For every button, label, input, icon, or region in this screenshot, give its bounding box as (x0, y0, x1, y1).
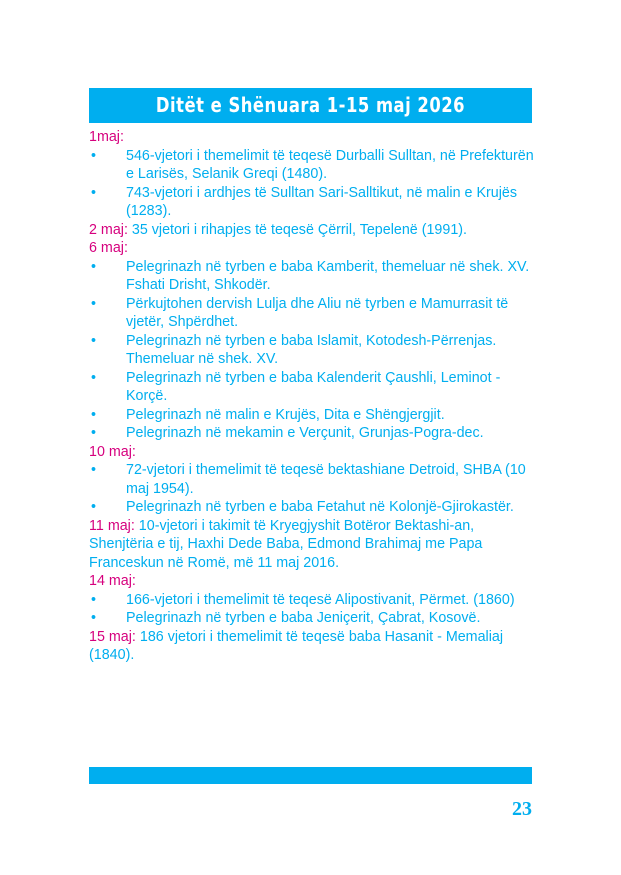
entry-text: 186 vjetori i themelimit të teqesë baba Hasanit - Memaliaj (1840). (89, 628, 504, 663)
list-item (89, 295, 535, 332)
entry-text: 10-vjetori i takimit të Kryegjyshit Botëror Bektashi-an, Shenjtëria e tij, Haxhi Dede Baba, Edmond Brahimaj me Papa Franceskun në Romë, më 11 maj 2016. (89, 517, 483, 571)
bullet: • (91, 610, 97, 626)
date-label: 1maj: (89, 129, 124, 145)
date-label: 6 maj: (89, 240, 128, 256)
list-item-text: Pelegrinazh në tyrben e baba Kamberit, themeluar në shek. XV. Fshati Drisht, Shkodër. (126, 258, 530, 293)
date-label: 2 maj: (89, 221, 128, 238)
list-item (89, 424, 535, 443)
list-item (89, 369, 535, 406)
entry-may-15 (89, 628, 535, 665)
list-item (89, 498, 535, 517)
bullet: • (91, 462, 97, 478)
list-item-text: Pelegrinazh në tyrben e baba Kalenderit Çaushli, Leminot -Korçë. (126, 369, 501, 404)
entry-may-1 (89, 128, 535, 221)
date-label: 14 maj: (89, 573, 136, 589)
list-item-text: Pelegrinazh në tyrben e baba Jeniçerit, Çabrat, Kosovë. (126, 610, 481, 626)
entry-list (89, 258, 535, 443)
list-item-text: Pelegrinazh në tyrben e baba Fetahut në Kolonjë-Gjirokastër. (126, 499, 514, 515)
list-item-text: 72-vjetori i themelimit të teqesë bektashiane Detroid, SHBA (10 maj 1954). (126, 462, 526, 497)
list-item (89, 406, 535, 425)
bullet: • (91, 591, 97, 608)
list-item-text: Pelegrinazh në malin e Krujës, Dita e Shëngjergjit. (126, 406, 445, 423)
entry-may-10 (89, 443, 535, 517)
bullet: • (91, 295, 97, 312)
list-item-text: 166-vjetori i themelimit të teqesë Alipostivanit, Përmet. (1860) (126, 591, 515, 608)
list-item (89, 258, 535, 295)
list-item-text: 546-vjetori i themelimit të teqesë Durballi Sulltan, në Prefekturën e Larisës, Selanik Greqi (1480). (126, 147, 534, 182)
date-label: 10 maj: (89, 443, 136, 460)
date-label: 15 maj: (89, 628, 136, 645)
entry-text: 35 vjetori i rihapjes të teqesë Çërril, Tepelenë (1991). (127, 221, 468, 238)
list-item (89, 332, 535, 369)
list-item-text: Pelegrinazh në mekamin e Verçunit, Grunjas-Pogra-dec. (126, 425, 484, 441)
bullet: • (91, 332, 97, 349)
list-item (89, 591, 535, 610)
entry-list (89, 461, 535, 517)
bullet: • (91, 406, 97, 423)
list-item-text: Pelegrinazh në tyrben e baba Islamit, Kotodesh-Përrenjas. Themeluar në shek. XV. (126, 332, 497, 367)
entry-may-14 (89, 572, 535, 628)
bullet: • (91, 184, 97, 201)
page-title-bar (89, 88, 532, 123)
bullet: • (91, 147, 97, 164)
calendar-content (89, 128, 535, 665)
bullet: • (91, 369, 97, 386)
list-item (89, 461, 535, 498)
page-number: 23 (512, 798, 532, 820)
date-label: 11 maj: (89, 517, 135, 534)
entry-list (89, 591, 535, 628)
list-item-text: 743-vjetori i ardhjes të Sulltan Sari-Salltikut, në malin e Krujës (1283). (126, 184, 517, 219)
list-item (89, 147, 535, 184)
page-title: Ditët e Shënuara 1-15 maj 2026 (155, 93, 466, 117)
entry-may-11 (89, 517, 535, 573)
list-item (89, 609, 535, 628)
footer-bar (89, 767, 532, 784)
bullet: • (91, 499, 97, 515)
list-item-text: Përkujtohen dervish Lulja dhe Aliu në tyrben e Mamurrasit të vjetër, Shpërdhet. (126, 295, 509, 330)
list-item (89, 184, 535, 221)
entry-may-6 (89, 239, 535, 443)
entry-list (89, 147, 535, 221)
bullet: • (91, 258, 97, 275)
entry-may-2 (89, 221, 535, 240)
bullet: • (91, 425, 97, 441)
